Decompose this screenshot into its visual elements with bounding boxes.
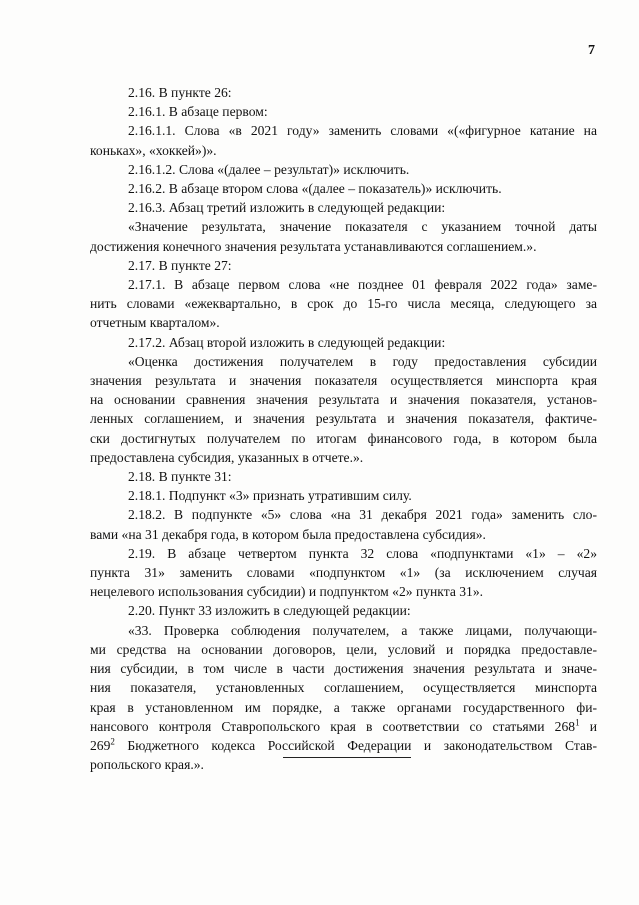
paragraph [90,217,597,255]
text-line: 2.16.3. Абзац третий изложить в следующей редакции: [128,200,446,216]
text-line: «33. Проверка соблюдения получателем, а также лицами, получающи- [128,622,597,638]
text-line: 2.18.1. Подпункт «3» признать утратившим силу. [128,488,412,504]
paragraph [90,352,597,467]
text-line: 2.17.1. В абзаце первом слова «не позднее 01 февраля 2022 года» заме- [128,277,597,293]
paragraph [90,621,597,775]
text-line: 2.17. В пункте 27: [128,257,232,273]
text-line: 2.16. В пункте 26: [128,85,232,100]
page-number: 7 [588,43,595,58]
text-line: достижения конечного значения результата устанавливаются соглашением.». [90,238,537,254]
text-line: коньках», «хоккей»)». [90,142,217,158]
end-rule [283,757,411,758]
paragraph [90,160,597,179]
paragraph [90,544,597,602]
text-line: ропольского края.». [90,757,204,773]
text-line: $269^2$ Бюджетного кодекса Российской Федерации и законодательством Став- [90,736,597,753]
text-line: ски достигнутых получателем по итогам финансового года, в котором была [90,430,597,446]
text-line: ния показателя, установленных соглашением, осуществляется минспорта [90,680,597,696]
paragraph [90,601,597,620]
text-line: 2.16.1. В абзаце первом: [128,104,268,120]
paragraph [90,198,597,217]
paragraph [90,102,597,121]
text-line: на основании сравнения значения результата и значения показателя, установ- [90,392,597,408]
superscript: 2 [110,736,115,747]
paragraph [90,467,597,486]
text-line: 2.18. В пункте 31: [128,469,232,485]
text-line: 2.16.1.1. Слова «в 2021 году» заменить словами «(«фигурное катание на [128,123,597,139]
paragraph [90,486,597,505]
text-line: нить словами «ежеквартально, в срок до 15-го числа месяца, следующего за [90,296,597,312]
text-line: пункта 31» заменить словами «подпунктом «1» (за исключением случая [90,565,597,581]
text-line: предоставлена субсидия, указанных в отчете.». [90,449,364,465]
text-line: отчетным кварталом». [90,315,220,331]
superscript: 1 [575,717,580,728]
text-line: 2.16.1.2. Слова «(далее – результат)» исключить. [128,161,410,177]
paragraph [90,121,597,159]
text-line: ленных соглашением, и значения результата и значения показателя, фактиче- [90,411,597,427]
paragraph [90,179,597,198]
text-line: значения результата и значения показателя осуществляется минспорта края [90,373,597,389]
text-line: 2.19. В абзаце четвертом пункта 32 слова «подпунктами «1» – «2» [128,545,597,561]
paragraph [90,333,597,352]
paragraph [90,505,597,543]
text-line: нецелевого использования субсидии) и подпунктом «2» пункта 31». [90,584,484,600]
text-line: ми средства на основании договоров, цели, условий и порядка предоставле- [90,641,597,657]
text-line: вами «на 31 декабря года, в котором была предоставлена субсидия». [90,526,486,542]
text-line: края в установленном им порядке, а также органами государственного фи- [90,699,597,715]
paragraph [90,83,597,102]
text-line: 2.17.2. Абзац второй изложить в следующей редакции: [128,334,446,350]
text-line: 2.16.2. В абзаце втором слова «(далее – показатель)» исключить. [128,181,502,197]
text-line: «Оценка достижения получателем в году предоставления субсидии [128,353,597,369]
text-line: нансового контроля Ставропольского края в соответствии со статьями $268^1$ и [90,717,597,734]
paragraph [90,275,597,333]
paragraph [90,256,597,275]
text-line: 2.20. Пункт 33 изложить в следующей редакции: [128,603,411,619]
text-line: 2.18.2. В подпункте «5» слова «на 31 декабря 2021 года» заменить сло- [128,507,597,523]
document-body [90,83,597,774]
text-line: «Значение результата, значение показателя с указанием точной даты [128,219,597,235]
text-line: ния субсидии, в том числе в части достижения значения результата и значе- [90,661,597,677]
